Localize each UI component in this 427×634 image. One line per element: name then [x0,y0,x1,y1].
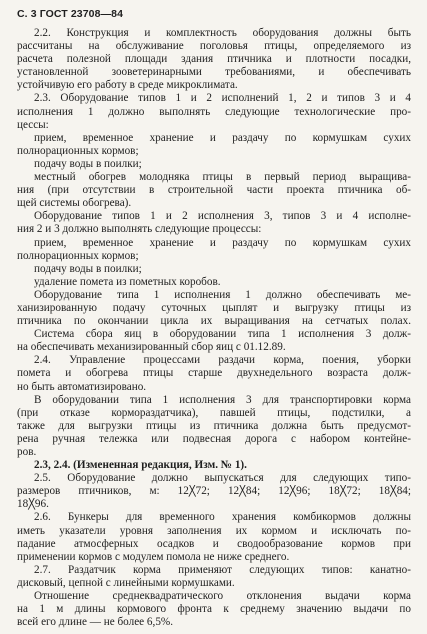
text-line: ния 2 и 3 должно выполнять следующие процессы: [17,223,262,236]
text-line: на 1 м длины кормового фронта к среднему значению выдачи по [17,603,411,616]
text-line: устойчивую его работу в среде микроклимата. [17,79,238,92]
text-line: 18╳96. [17,498,49,511]
text-line: дисковый, цепной с линейными кормушками. [17,576,235,589]
text-line: Оборудование типов 1 и 2 исполнения 3, типов 3 и 4 исполне- [34,210,411,223]
text-line: прием, временное хранение и раздачу по кормушкам сухих [34,131,411,144]
page-header [17,8,123,20]
text-line: размеров птичников, м: 12╳72; 12╳84; 12╳96; 18╳72; 18╳84; [17,485,411,498]
text-line: исполнения 1 должно выполнять следующие технологические про- [17,105,411,118]
text-line: установленной зооветеринарными требованиями, и обеспечивать [17,66,411,79]
text-line: падание атмосферных осадков и сводообразование кормов при [17,537,411,550]
text-line: 2.5. Оборудование должно выпускаться для следующих типо- [34,472,411,485]
text-line: иметь указатели уровня заполнения их кормом и исключать по- [17,524,411,537]
text-line: местный обогрев молодняка птицы в первый период выращива- [34,171,411,184]
text-line: полнорационных кормов; [17,249,139,262]
text-line: 2.3. Оборудование типов 1 и 2 исполнений 1, 2 и типов 3 и 4 [34,92,411,105]
text-line: прием, временное хранение и раздачу по кормушкам сухих [34,236,411,249]
text-line: Отношение среднеквадратического отклонения выдачи корма [34,590,411,603]
text-line: 2.6. Бункеры для временного хранения комбикормов должны [34,511,411,524]
text-line: подачу воды в поилки; [34,157,142,170]
text-line: ханизированную подачу суточных цыплят и выгрузку птицы из [17,301,411,314]
text-line: удаление помета из пометных коробов. [34,275,221,288]
text-line: ров. [17,446,37,458]
text-line: рена ручная тележка или подвесная дорога с набором контейне- [17,432,411,445]
page-number: С. 3 [17,8,37,20]
text-line: Система сбора яиц в оборудовании типа 1 исполнения 3 долж- [34,328,411,341]
text-line: подачу воды в поилки; [34,262,142,275]
text-line: рассчитаны на обслуживание поголовья птицы, определяемого из [17,40,411,53]
text-line: полнорационных кормов; [17,144,139,157]
standard-designation: ГОСТ 23708—84 [39,8,124,20]
text-line: всей его длине — не более 6,5%. [17,616,174,629]
text-line: также для выгрузки птицы из птичника должна быть предусмот- [17,419,411,432]
text-line: щей системы обогрева). [17,197,132,210]
text-line: расчета полезной площади здания птичника и плотности посадки, [17,53,411,66]
document-body [17,27,411,629]
text-line: помета и обогрева птицы старше двухнедельного возраста долж- [17,367,411,380]
text-line: 2.2. Конструкция и комплектность оборудования должны быть [34,27,411,39]
text-line: 2.4. Управление процессами раздачи корма, поения, уборки [34,354,411,367]
text-line: (при отказе кормораздатчика), павшей птицы, подстилки, а [17,406,411,419]
text-line: Оборудование типа 1 исполнения 1 должно обеспечивать ме- [34,288,411,301]
text-line: птичника по окончании цикла их выращивания на сетчатых полах. [17,315,411,328]
text-line: 2.3, 2.4. (Измененная редакция, Изм. № 1). [34,459,247,472]
text-line: цессы: [17,118,49,131]
text-line: но быть автоматизировано. [17,380,147,393]
text-line: 2.7. Раздатчик корма применяют следующих типов: канатно- [34,563,411,576]
text-line: на обеспечивать механизированный сбор яиц с 01.12.89. [17,341,286,354]
text-line: В оборудовании типа 1 исполнения 3 для транспортировки корма [34,393,411,406]
text-line: применении кормов с модулем помола не ниже среднего. [17,550,290,563]
text-line: ния (при отсутствии в строительной части проекта птичника об- [17,184,411,197]
